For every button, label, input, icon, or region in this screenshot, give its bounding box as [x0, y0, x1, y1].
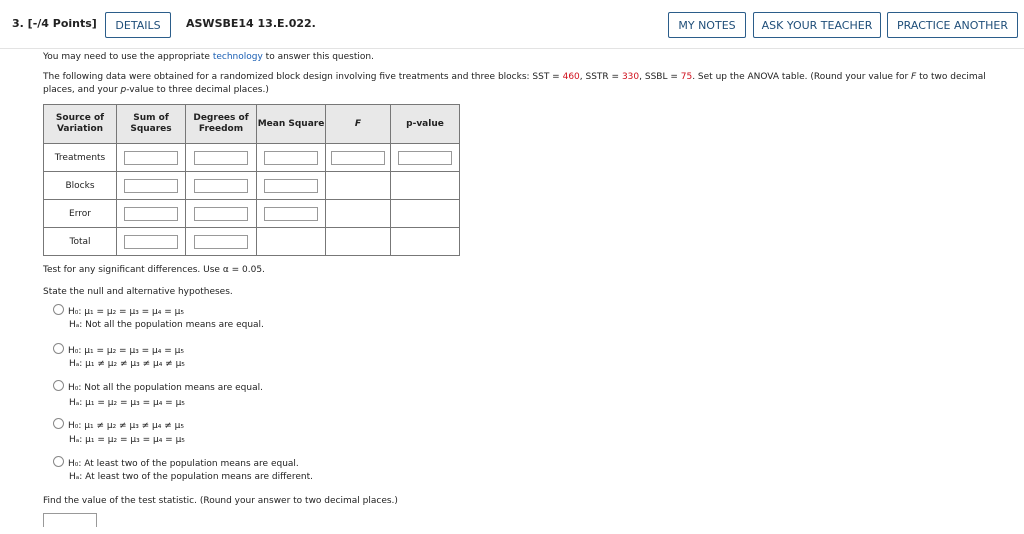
blocks-pvalue-empty [391, 172, 460, 200]
radio-button[interactable] [53, 418, 64, 429]
blocks-f-empty [326, 172, 391, 200]
row-blocks [44, 172, 460, 200]
header-pvalue: p-value [391, 105, 460, 144]
hypothesis-option-3[interactable]: H₀: Not all the population means are equal. [53, 380, 263, 393]
hypothesis-option-2-ha: Hₐ: μ₁ ≠ μ₂ ≠ μ₃ ≠ μ₄ ≠ μ₅ [69, 359, 185, 369]
blocks-ms-input[interactable] [264, 179, 318, 193]
row-label-total: Total [44, 228, 117, 256]
sst-value: 460 [562, 72, 580, 82]
alpha-instruction: Test for any significant differences. Use α = 0.05. [43, 265, 265, 275]
radio-button[interactable] [53, 380, 64, 391]
hypothesis-option-1-ha: Hₐ: Not all the population means are equal. [69, 320, 264, 330]
ssbl-value: 75 [680, 72, 693, 82]
problem-statement-line1: The following data were obtained for a randomized block design involving five treatments and three blocks: SST = 460, SSTR = 330, SSBL = 75. Set up the ANOVA table. (Round your value for F to two decimal [43, 72, 986, 82]
total-df-input[interactable] [194, 235, 248, 249]
hypotheses-prompt: State the null and alternative hypotheses. [43, 287, 233, 297]
header-f: F [326, 105, 391, 144]
technology-link[interactable]: technology [212, 52, 263, 62]
hypothesis-option-1[interactable]: H₀: μ₁ = μ₂ = μ₃ = μ₄ = μ₅ [53, 304, 184, 317]
header-df: Degrees of Freedom [186, 105, 257, 144]
hypothesis-option-2[interactable]: H₀: μ₁ = μ₂ = μ₃ = μ₄ = μ₅ [53, 343, 184, 356]
error-ss-input[interactable] [124, 207, 178, 221]
error-ms-input[interactable] [264, 207, 318, 221]
my-notes-button[interactable]: MY NOTES [668, 12, 746, 38]
hypothesis-option-4-ha: Hₐ: μ₁ = μ₂ = μ₃ = μ₄ = μ₅ [69, 435, 185, 445]
details-button[interactable]: DETAILS [105, 12, 171, 38]
header-ss: Sum of Squares [117, 105, 186, 144]
problem-statement-line2: places, and your p-value to three decimal places.) [43, 85, 269, 95]
question-code: ASWSBE14 13.E.022. [186, 17, 316, 30]
anova-header-row [44, 105, 460, 144]
treatments-f-input[interactable] [331, 151, 385, 165]
error-pvalue-empty [391, 200, 460, 228]
row-total [44, 228, 460, 256]
question-number: 3. [-/4 Points] [12, 17, 97, 30]
header-source: Source of Variation [44, 105, 117, 144]
row-label-blocks: Blocks [44, 172, 117, 200]
total-ms-empty [257, 228, 326, 256]
header-ms: Mean Square [257, 105, 326, 144]
hypothesis-option-3-ha: Hₐ: μ₁ = μ₂ = μ₃ = μ₄ = μ₅ [69, 398, 185, 408]
radio-button[interactable] [53, 456, 64, 467]
sstr-value: 330 [621, 72, 640, 82]
blocks-ss-input[interactable] [124, 179, 178, 193]
row-label-treatments: Treatments [44, 144, 117, 172]
total-pvalue-empty [391, 228, 460, 256]
practice-another-button[interactable]: PRACTICE ANOTHER [887, 12, 1018, 38]
row-treatments [44, 144, 460, 172]
row-label-error: Error [44, 200, 117, 228]
total-ss-input[interactable] [124, 235, 178, 249]
row-error [44, 200, 460, 228]
hypothesis-option-5[interactable]: H₀: At least two of the population means are equal. [53, 456, 299, 469]
error-df-input[interactable] [194, 207, 248, 221]
test-statistic-input[interactable] [43, 513, 97, 527]
treatments-ss-input[interactable] [124, 151, 178, 165]
technology-note: You may need to use the appropriate technology to answer this question. [43, 52, 374, 62]
hypothesis-option-4[interactable]: H₀: μ₁ ≠ μ₂ ≠ μ₃ ≠ μ₄ ≠ μ₅ [53, 418, 184, 431]
anova-table [43, 104, 460, 256]
hypothesis-option-5-ha: Hₐ: At least two of the population means are different. [69, 472, 313, 482]
treatments-pvalue-input[interactable] [398, 151, 452, 165]
test-statistic-prompt: Find the value of the test statistic. (Round your answer to two decimal places.) [43, 496, 398, 506]
treatments-df-input[interactable] [194, 151, 248, 165]
radio-button[interactable] [53, 343, 64, 354]
error-f-empty [326, 200, 391, 228]
question-header [0, 0, 1024, 49]
ask-teacher-button[interactable]: ASK YOUR TEACHER [753, 12, 881, 38]
total-f-empty [326, 228, 391, 256]
radio-button[interactable] [53, 304, 64, 315]
treatments-ms-input[interactable] [264, 151, 318, 165]
blocks-df-input[interactable] [194, 179, 248, 193]
